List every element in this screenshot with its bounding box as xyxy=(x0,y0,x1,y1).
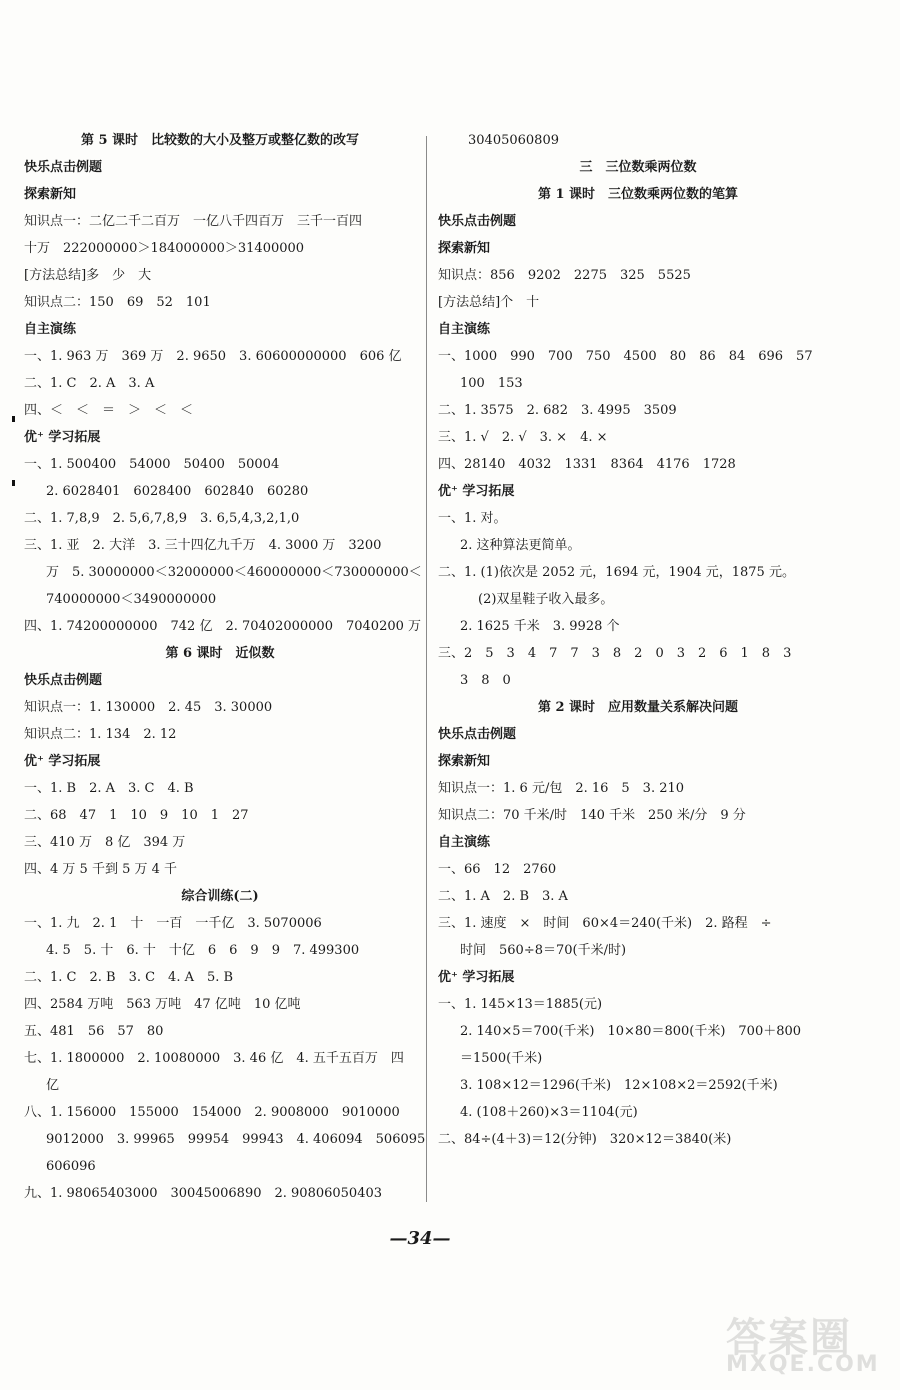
answer-line: 2. 6028401 6028400 602840 60280 xyxy=(46,484,309,499)
section-heading: 第 6 课时 近似数 xyxy=(165,646,275,661)
answer-line: 100 153 xyxy=(460,376,523,391)
answer-line: 三、2 5 3 4 7 7 3 8 2 0 3 2 6 1 8 3 xyxy=(438,646,792,661)
answer-line: 二、84÷(4＋3)＝12(分钟) 320×12＝3840(米) xyxy=(438,1132,732,1147)
subsection-heading: 探索新知 xyxy=(438,241,491,256)
answer-line: 4. (108＋260)×3＝1104(元) xyxy=(460,1105,638,1120)
answer-line: 一、1. 500400 54000 50400 50004 xyxy=(24,457,280,472)
section-heading: 三 三位数乘两位数 xyxy=(579,160,697,175)
answer-line: 2. 140×5＝700(千米) 10×80＝800(千米) 700＋800 xyxy=(460,1024,802,1039)
answer-line: 三、1. 亚 2. 大洋 3. 三十四亿九千万 4. 3000 万 3200 xyxy=(24,538,382,553)
subsection-heading: 优⁺ 学习拓展 xyxy=(24,754,101,769)
answer-line: 四、1. 74200000000 742 亿 2. 70402000000 7040200 万 xyxy=(24,619,422,634)
answer-line: 2. 1625 千米 3. 9928 个 xyxy=(460,619,620,634)
answer-line: 三、1. 速度 × 时间 60×4＝240(千米) 2. 路程 ÷ xyxy=(438,916,772,931)
subsection-heading: 优⁺ 学习拓展 xyxy=(438,970,515,985)
answer-line: 万 5. 30000000＜32000000＜460000000＜730000000＜ xyxy=(46,565,422,580)
margin-mark xyxy=(12,480,15,486)
answer-line: 时间 560÷8＝70(千米/时) xyxy=(460,943,627,958)
margin-mark xyxy=(12,416,15,422)
answer-line: 二、1. 7,8,9 2. 5,6,7,8,9 3. 6,5,4,3,2,1,0 xyxy=(24,511,300,526)
answer-line: 知识点二：150 69 52 101 xyxy=(24,295,211,310)
answer-line: ＝1500(千米) xyxy=(460,1051,543,1066)
subsection-heading: 探索新知 xyxy=(24,187,77,202)
column-divider xyxy=(426,136,427,1202)
answer-line: 二、68 47 1 10 9 10 1 27 xyxy=(24,808,249,823)
answer-line: 二、1. 3575 2. 682 3. 4995 3509 xyxy=(438,403,677,418)
answer-line: 知识点一：二亿二千二百万 一亿八千四百万 三千一百四 xyxy=(24,214,363,229)
answer-line: 五、481 56 57 80 xyxy=(24,1024,164,1039)
answer-line: 二、1. A 2. B 3. A xyxy=(438,889,568,904)
answer-line: [方法总结]个 十 xyxy=(438,295,540,310)
answer-line: 9012000 3. 99965 99954 99943 4. 406094 506095 xyxy=(46,1132,426,1147)
section-heading: 第 2 课时 应用数量关系解决问题 xyxy=(537,700,739,715)
watermark-logo xyxy=(726,1306,892,1384)
subsection-heading: 自主演练 xyxy=(438,835,491,850)
answer-line: 二、1. (1)依次是 2052 元，1694 元，1904 元，1875 元。 xyxy=(438,565,795,580)
section-heading: 综合训练(二) xyxy=(181,889,259,904)
section-heading: 第 1 课时 三位数乘两位数的笔算 xyxy=(537,187,739,202)
answer-line: 知识点一：1. 130000 2. 45 3. 30000 xyxy=(24,700,273,715)
answer-line: 四、4 万 5 千到 5 万 4 千 xyxy=(24,862,178,877)
section-heading: 第 5 课时 比较数的大小及整万或整亿数的改写 xyxy=(80,133,360,148)
answer-line: 606096 xyxy=(46,1159,96,1174)
answer-line: 四、28140 4032 1331 8364 4176 1728 xyxy=(438,457,736,472)
subsection-heading: 探索新知 xyxy=(438,754,491,769)
answer-line: 知识点一：1. 6 元/包 2. 16 5 3. 210 xyxy=(438,781,685,796)
answer-line: 三、410 万 8 亿 394 万 xyxy=(24,835,186,850)
answer-line: 一、1000 990 700 750 4500 80 86 84 696 57 xyxy=(438,349,813,364)
answer-line: 四、＜ ＜ ＝ ＞ ＜ ＜ xyxy=(24,403,194,418)
page-number: —34— xyxy=(389,1228,451,1249)
answer-line: 七、1. 1800000 2. 10080000 3. 46 亿 4. 五千五百万 四 xyxy=(24,1051,404,1066)
answer-line: 九、1. 98065403000 30045006890 2. 90806050403 xyxy=(24,1186,383,1201)
subsection-heading: 快乐点击例题 xyxy=(438,214,517,229)
answer-line: 二、1. C 2. A 3. A xyxy=(24,376,155,391)
answer-line: 八、1. 156000 155000 154000 2. 9008000 9010000 xyxy=(24,1105,400,1120)
answer-line: 一、1. 145×13＝1885(元) xyxy=(438,997,603,1012)
answer-line: 一、1. 九 2. 1 十 一百 一千亿 3. 5070006 xyxy=(24,916,322,931)
answer-line: 一、66 12 2760 xyxy=(438,862,557,877)
answer-line: 3 8 0 xyxy=(460,673,511,688)
subsection-heading: 自主演练 xyxy=(24,322,77,337)
answer-line: 30405060809 xyxy=(468,133,559,148)
subsection-heading: 优⁺ 学习拓展 xyxy=(24,430,101,445)
answer-line: 3. 108×12＝1296(千米) 12×108×2＝2592(千米) xyxy=(460,1078,778,1093)
answer-line: 知识点二：70 千米/时 140 千米 250 米/分 9 分 xyxy=(438,808,746,823)
answer-line: 2. 这种算法更简单。 xyxy=(460,538,581,553)
answer-line: 四、2584 万吨 563 万吨 47 亿吨 10 亿吨 xyxy=(24,997,301,1012)
subsection-heading: 快乐点击例题 xyxy=(24,673,103,688)
watermark-text: 答案圈 xyxy=(726,1315,852,1361)
answer-line: 一、1. B 2. A 3. C 4. B xyxy=(24,781,194,796)
answer-line: 一、1. 对。 xyxy=(438,511,507,526)
answer-line: 4. 5 5. 十 6. 十 十亿 6 6 9 9 7. 499300 xyxy=(46,943,360,958)
answer-line: 亿 xyxy=(46,1078,60,1093)
subsection-heading: 自主演练 xyxy=(438,322,491,337)
answer-line: 一、1. 963 万 369 万 2. 9650 3. 60600000000 606 亿 xyxy=(24,349,402,364)
answer-line: 二、1. C 2. B 3. C 4. A 5. B xyxy=(24,970,234,985)
answer-line: (2)双星鞋子收入最多。 xyxy=(478,592,614,607)
subsection-heading: 优⁺ 学习拓展 xyxy=(438,484,515,499)
answer-line: 740000000＜3490000000 xyxy=(46,592,217,607)
answer-line: [方法总结]多 少 大 xyxy=(24,268,152,283)
watermark-url: MXQE.COM xyxy=(726,1352,880,1377)
answer-line: 知识点二：1. 134 2. 12 xyxy=(24,727,177,742)
subsection-heading: 快乐点击例题 xyxy=(438,727,517,742)
answer-line: 三、1. √ 2. √ 3. × 4. × xyxy=(438,430,608,445)
answer-line: 十万 222000000＞184000000＞31400000 xyxy=(24,241,305,256)
subsection-heading: 快乐点击例题 xyxy=(24,160,103,175)
answer-line: 知识点：856 9202 2275 325 5525 xyxy=(438,268,691,283)
